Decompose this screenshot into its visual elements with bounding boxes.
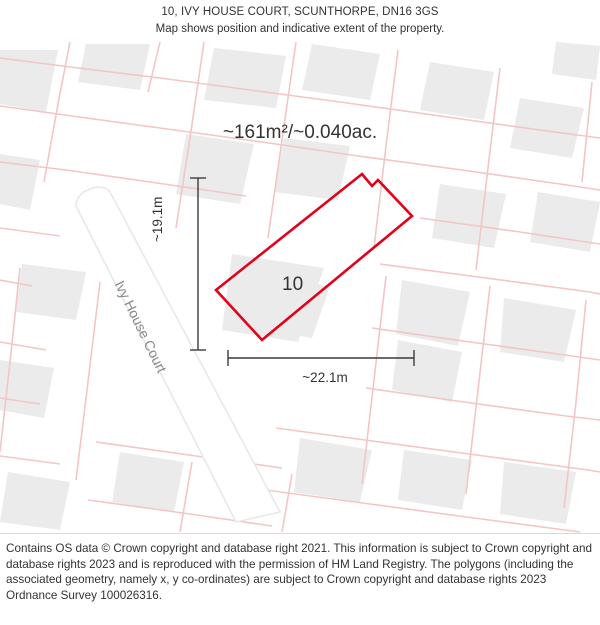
map-footer	[0, 533, 600, 625]
map-header	[0, 0, 600, 42]
plot-number-label: 10	[282, 274, 304, 295]
height-dimension-label: ~19.1m	[150, 196, 165, 242]
street-name-label: Ivy House Court	[111, 278, 171, 376]
page-title: 10, IVY HOUSE COURT, SCUNTHORPE, DN16 3GS	[161, 6, 439, 18]
copyright-text: Contains OS data © Crown copyright and database right 2021. This information is subject to Crown copyright and database rights 2023 and is reproduced with the permission of HM Land Registry. The polygons (including the associated geometry, namely x, y co-ordinates) are subject to Crown copyright and database rights 2023 Ordnance Survey 100026316.	[6, 542, 592, 602]
page-subtitle: Map shows position and indicative extent of the property.	[155, 23, 445, 35]
width-dimension-label: ~22.1m	[302, 370, 348, 385]
map-canvas[interactable]	[0, 42, 600, 533]
area-label: ~161m²/~0.040ac.	[222, 122, 378, 143]
